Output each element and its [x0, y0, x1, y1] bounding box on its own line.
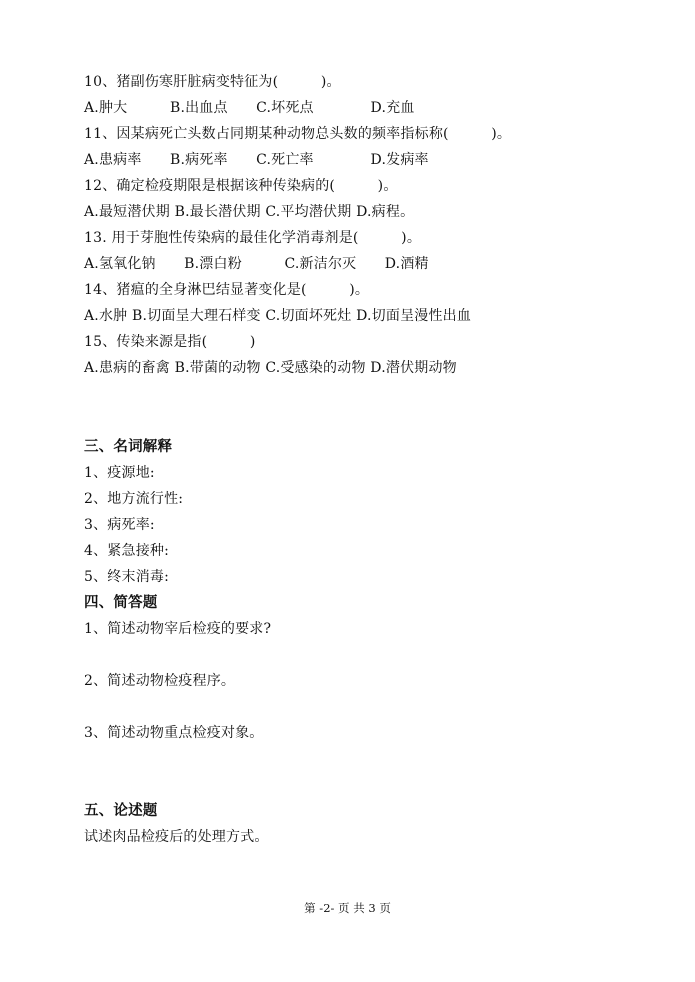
question-14-options: A.水肿 B.切面呈大理石样变 C.切面坏死灶 D.切面呈漫性出血 [84, 308, 472, 324]
short-answer-2: 2、简述动物检疫程序。 [84, 673, 236, 689]
question-15-options: A.患病的畜禽 B.带菌的动物 C.受感染的动物 D.潜伏期动物 [84, 360, 457, 376]
term-item-5: 5、终末消毒: [84, 569, 170, 585]
question-10-options: A.肿大 B.出血点 C.坏死点 D.充血 [84, 100, 415, 116]
short-answer-3: 3、简述动物重点检疫对象。 [84, 725, 264, 741]
question-11-options: A.患病率 B.病死率 C.死亡率 D.发病率 [84, 152, 429, 168]
question-12-stem: 12、确定检疫期限是根据该种传染病的( )。 [84, 178, 398, 194]
term-item-3: 3、病死率: [84, 517, 155, 533]
question-11-stem: 11、因某病死亡头数占同期某种动物总头数的频率指标称( )。 [84, 126, 512, 142]
page-footer: 第 -2- 页 共 3 页 [304, 901, 391, 915]
question-15-stem: 15、传染来源是指( ) [84, 334, 256, 350]
term-item-1: 1、疫源地: [84, 465, 155, 481]
section-4-title: 四、简答题 [84, 595, 158, 611]
section-5-title: 五、论述题 [84, 803, 158, 819]
term-item-4: 4、紧急接种: [84, 543, 170, 559]
question-10-stem: 10、猪副伤寒肝脏病变特征为( )。 [84, 74, 341, 90]
question-14-stem: 14、猪瘟的全身淋巴结显著变化是( )。 [84, 282, 370, 298]
essay-prompt: 试述肉品检疫后的处理方式。 [84, 829, 269, 845]
short-answer-1: 1、简述动物宰后检疫的要求? [84, 621, 272, 637]
section-3-title: 三、名词解释 [84, 439, 173, 455]
question-13-stem: 13. 用于芽胞性传染病的最佳化学消毒剂是( )。 [84, 230, 422, 246]
question-13-options: A.氢氧化钠 B.漂白粉 C.新洁尔灭 D.酒精 [84, 256, 429, 272]
question-12-options: A.最短潜伏期 B.最长潜伏期 C.平均潜伏期 D.病程。 [84, 204, 415, 220]
term-item-2: 2、地方流行性: [84, 491, 184, 507]
